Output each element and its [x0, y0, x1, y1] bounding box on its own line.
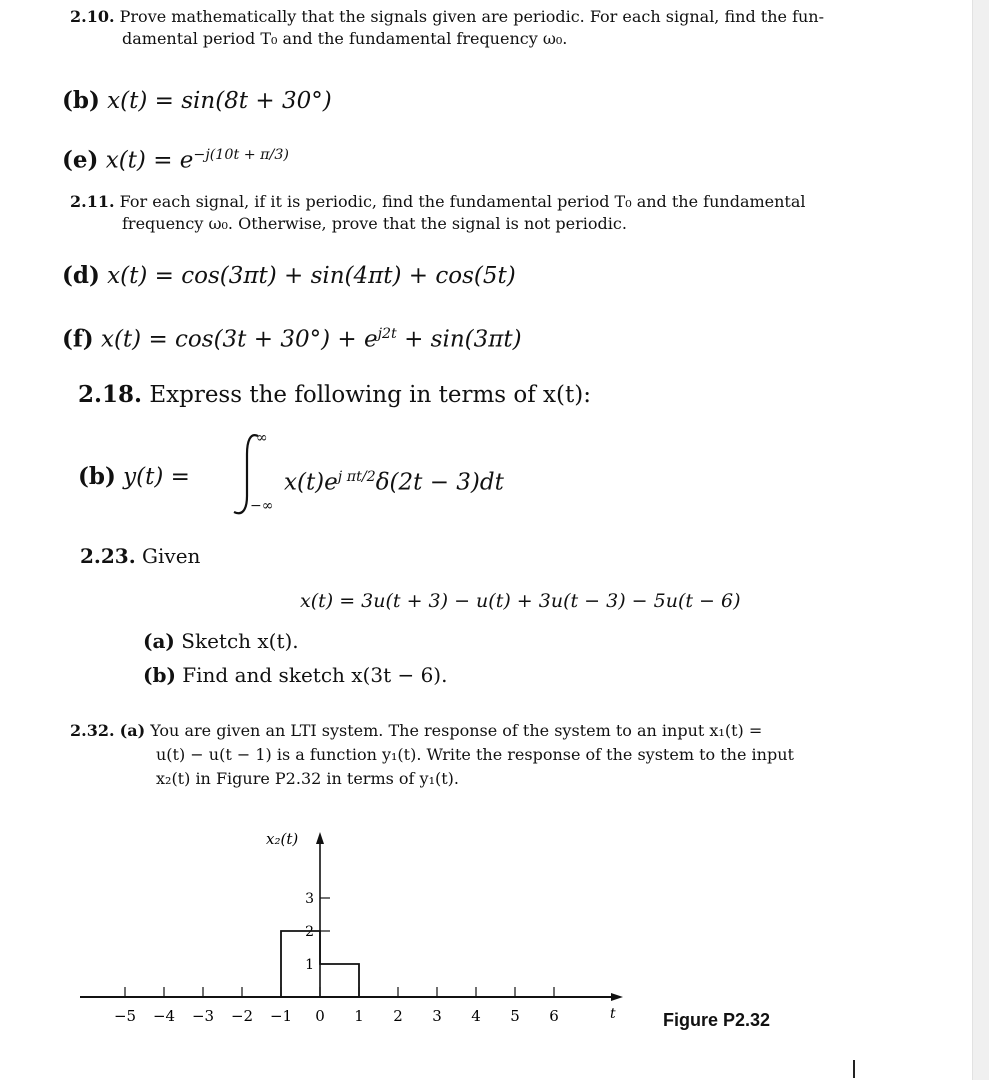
problem-2-18-heading	[78, 380, 591, 410]
problem-2-18-integrand-exponent: j πt/2	[337, 469, 376, 485]
problem-2-11-f-label: (f)	[62, 325, 94, 353]
problem-2-23-b-text: Find and sketch x(3t − 6).	[182, 663, 448, 687]
x-tick-label: −5	[113, 1007, 137, 1025]
figure-ylabel: x₂(t)	[266, 830, 299, 848]
problem-2-18-number: 2.18.	[78, 381, 143, 408]
problem-2-18-integrand	[284, 462, 504, 498]
problem-2-18-b	[78, 462, 190, 492]
problem-2-10-line1	[70, 6, 824, 27]
y-tick-label: 1	[305, 957, 314, 973]
problem-2-11-text1: For each signal, if it is periodic, find the fundamental period T₀ and the fundamental	[119, 192, 806, 211]
problem-2-11-d	[62, 261, 516, 291]
x-tick-label: −3	[191, 1007, 215, 1025]
problem-2-23-text: Given	[142, 544, 201, 568]
problem-2-11-d-equation: x(t) = cos(3πt) + sin(4πt) + cos(5t)	[107, 263, 516, 289]
figure-ticks	[114, 891, 559, 1025]
x-tick-label: 0	[315, 1007, 325, 1025]
problem-2-18-b-label: (b)	[78, 463, 116, 490]
problem-2-32-text2: u(t) − u(t − 1) is a function y₁(t). Write the response of the system to the input	[156, 745, 794, 764]
x-tick-label: 2	[393, 1007, 403, 1025]
x-tick-label: 5	[510, 1007, 520, 1025]
problem-2-32-line1	[70, 720, 762, 741]
figure-p2-32	[70, 820, 650, 1035]
problem-2-10-b-label: (b)	[62, 87, 100, 114]
problem-2-23-heading	[80, 543, 200, 569]
x-tick-label: 3	[432, 1007, 442, 1025]
x-tick-label: 1	[354, 1007, 364, 1025]
problem-2-23-b	[143, 662, 447, 688]
y-tick-label: 3	[305, 891, 314, 907]
problem-2-18-b-lhs: y(t) =	[123, 464, 190, 490]
problem-2-23-number: 2.23.	[80, 544, 136, 568]
problem-2-11-f-equation-a: x(t) = cos(3t + 30°) + e	[100, 326, 378, 353]
x-tick-label: −2	[230, 1007, 254, 1025]
text-cursor	[853, 1060, 855, 1078]
problem-2-18-integrand-a: x(t)e	[284, 469, 338, 496]
problem-2-10-text1: Prove mathematically that the signals given are periodic. For each signal, find the fun-	[119, 7, 825, 26]
problem-2-10-b	[62, 86, 332, 116]
problem-2-18-integrand-b: δ(2t − 3)dt	[375, 469, 504, 496]
problem-2-11-f	[62, 319, 522, 355]
x-tick-label: 4	[471, 1007, 481, 1025]
figure-axes	[80, 832, 623, 1001]
problem-2-23-b-label: (b)	[143, 663, 176, 687]
problem-2-11-line1	[70, 191, 806, 212]
problem-2-10-e-equation: x(t) = e	[105, 147, 194, 174]
problem-2-10-b-equation: x(t) = sin(8t + 30°)	[107, 88, 332, 114]
y-tick-label: 2	[305, 924, 314, 940]
scrollbar[interactable]	[972, 0, 989, 1080]
x-tick-label: −4	[152, 1007, 176, 1025]
integral-upper-limit: ∞	[256, 430, 268, 446]
problem-2-23-equation-text: x(t) = 3u(t + 3) − u(t) + 3u(t − 3) − 5u(t − 6)	[300, 590, 741, 612]
figure-xlabel: t	[610, 1006, 616, 1022]
problem-2-11-d-label: (d)	[62, 262, 100, 289]
problem-2-10-number: 2.10.	[70, 7, 115, 26]
problem-2-11-text2: frequency ω₀. Otherwise, prove that the signal is not periodic.	[122, 214, 627, 233]
problem-2-23-a-label: (a)	[143, 629, 175, 653]
problem-2-10-e-label: (e)	[62, 146, 99, 174]
problem-2-10-e-exponent: −j(10t + π/3)	[193, 147, 289, 163]
figure-caption: Figure P2.32	[663, 1010, 771, 1030]
problem-2-23-a-text: Sketch x(t).	[181, 629, 299, 653]
problem-2-23-equation	[300, 588, 741, 614]
problem-2-32-text1: You are given an LTI system. The response of the system to an input x₁(t) =	[150, 721, 763, 740]
x-tick-label: 6	[549, 1007, 559, 1025]
x-tick-label: −1	[269, 1007, 293, 1025]
problem-2-23-a	[143, 628, 299, 654]
problem-2-32-text3: x₂(t) in Figure P2.32 in terms of y₁(t).	[156, 769, 460, 788]
problem-2-10-text2: damental period T₀ and the fundamental frequency ω₀.	[122, 29, 568, 48]
problem-2-32-a-label: (a)	[119, 721, 146, 740]
x-axis-arrow-icon	[611, 993, 623, 1001]
problem-2-32-number: 2.32.	[70, 721, 115, 740]
problem-2-10-e	[62, 140, 289, 176]
problem-2-11-f-equation-b: + sin(3πt)	[404, 326, 522, 353]
integral-lower-limit: −∞	[250, 498, 274, 514]
y-axis-arrow-icon	[316, 832, 324, 844]
problem-2-11-f-exponent: j2t	[377, 326, 397, 342]
problem-2-11-number: 2.11.	[70, 192, 115, 211]
problem-2-18-text: Express the following in terms of x(t):	[149, 382, 591, 408]
